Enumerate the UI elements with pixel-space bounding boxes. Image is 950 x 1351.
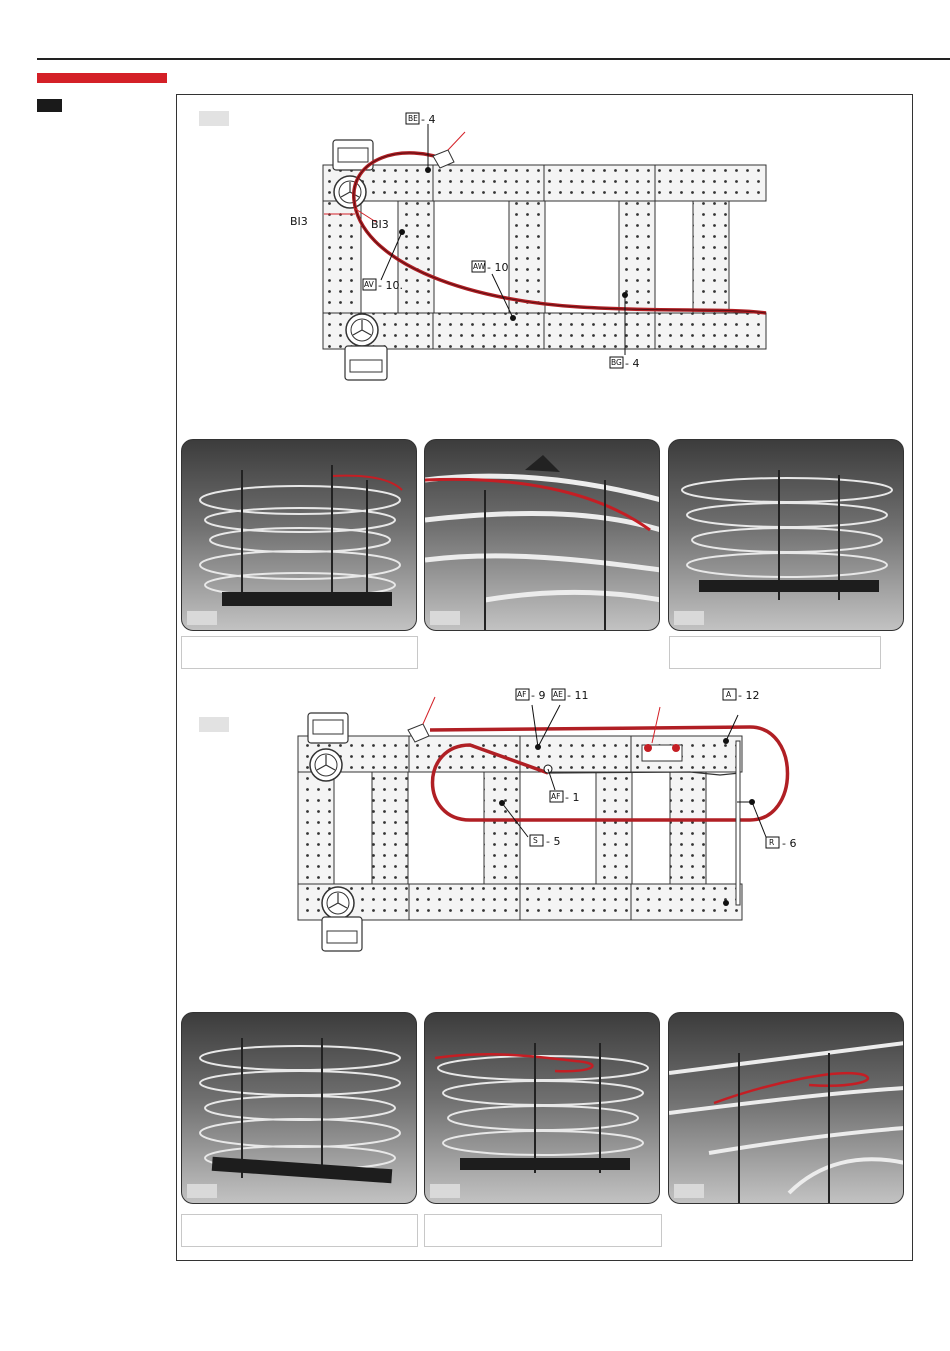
photo-tag	[674, 611, 704, 625]
svg-text:AF: AF	[517, 690, 527, 699]
svg-text:- 6: - 6	[782, 837, 797, 850]
label-s-5	[530, 835, 560, 848]
svg-text:R: R	[769, 838, 775, 847]
assembly-diagram-2	[280, 685, 810, 965]
caption-box	[669, 636, 881, 669]
svg-text:- 1: - 1	[565, 791, 580, 804]
step-number-tag-2	[199, 717, 229, 732]
label-bi3-left: BI3	[290, 215, 308, 228]
red-rail-closeup-photo	[424, 439, 660, 631]
label-bg-4	[610, 357, 639, 370]
svg-text:- 4: - 4	[421, 113, 436, 126]
base-plate-row-bottom	[323, 313, 766, 349]
svg-text:- 10: - 10	[487, 261, 509, 274]
label-be-4	[406, 113, 435, 126]
label-bi3-right: BI3	[371, 218, 389, 231]
svg-text:- 5: - 5	[546, 835, 561, 848]
assembly-overview-photo	[181, 439, 417, 631]
photo-tag	[430, 611, 460, 625]
svg-text:- 4: - 4	[625, 357, 640, 370]
caption-box	[181, 1214, 418, 1247]
base-plate-columns	[298, 772, 706, 884]
page-number-tab	[37, 99, 62, 112]
svg-text:AF: AF	[551, 792, 561, 801]
caption-box	[424, 1214, 662, 1247]
label-aw-10	[472, 261, 508, 274]
svg-text:- 11: - 11	[567, 689, 589, 702]
label-ae-11	[552, 689, 588, 702]
svg-text:AE: AE	[553, 690, 563, 699]
label-af-1	[550, 791, 579, 804]
label-af-9	[516, 689, 545, 702]
spiral-closeup-photo	[668, 1012, 904, 1204]
step-number-tag-1	[199, 111, 229, 126]
svg-text:BG: BG	[611, 358, 622, 367]
caption-box	[181, 636, 418, 669]
base-plate-row-top	[323, 165, 766, 201]
assembly-front-photo	[181, 1012, 417, 1204]
svg-text:- 10.: - 10.	[378, 279, 403, 292]
label-av-10	[363, 279, 403, 292]
base-plate-row-bottom	[298, 884, 742, 920]
section-color-bar	[37, 73, 167, 83]
label-a-12	[723, 689, 759, 702]
label-r-6	[766, 837, 796, 850]
assembly-rear-photo	[668, 439, 904, 631]
svg-text:- 9: - 9	[531, 689, 546, 702]
svg-text:AW: AW	[473, 262, 486, 271]
assembly-diagram-1	[280, 110, 780, 390]
photo-tag	[674, 1184, 704, 1198]
svg-text:A: A	[726, 690, 732, 699]
svg-text:- 12: - 12	[738, 689, 760, 702]
red-rail-spiral-photo	[424, 1012, 660, 1204]
photo-tag	[187, 1184, 217, 1198]
svg-text:BE: BE	[408, 114, 418, 123]
photo-tag	[187, 611, 217, 625]
photo-tag	[430, 1184, 460, 1198]
svg-text:S: S	[533, 836, 538, 845]
svg-text:AV: AV	[364, 280, 374, 289]
top-rule	[37, 58, 950, 60]
